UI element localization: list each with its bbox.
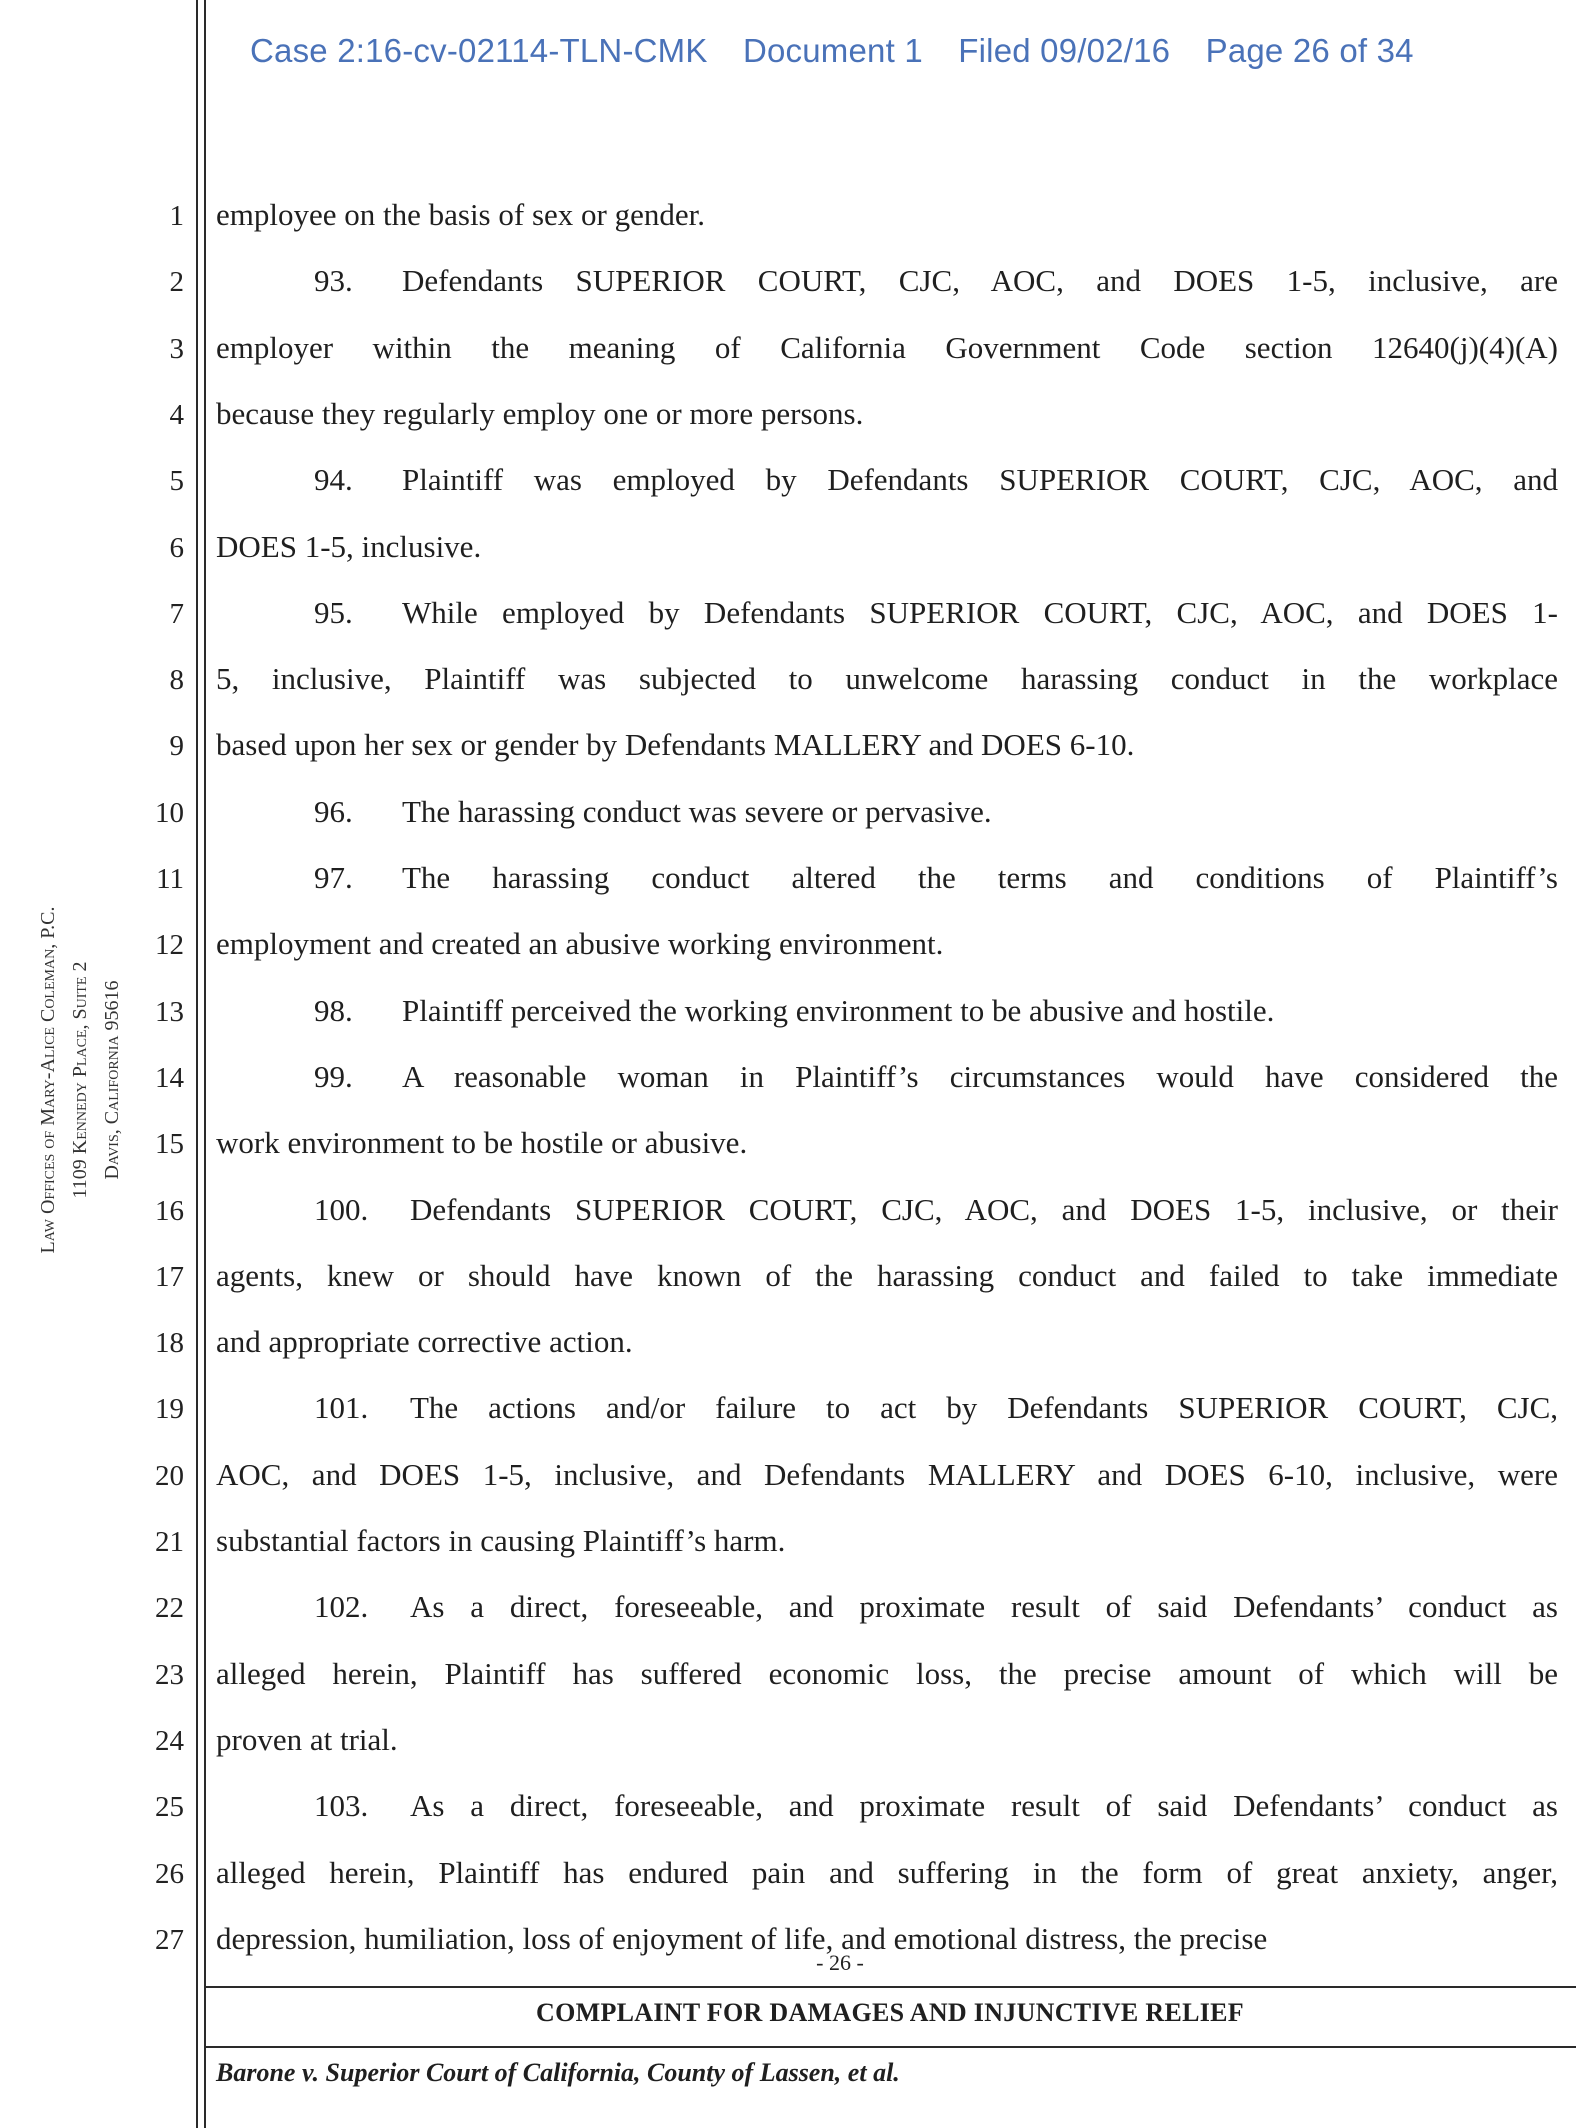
- text-line: [216, 1058, 1558, 1096]
- text-line: [216, 1124, 1558, 1162]
- line-number: 27: [155, 1924, 184, 1956]
- line-number: 10: [155, 797, 184, 829]
- text-line: [216, 859, 1558, 897]
- paragraph-number: 101.: [314, 1390, 369, 1425]
- line-text: alleged herein, Plaintiff has suffered economic loss, the precise amount of which will be: [216, 1656, 1558, 1691]
- line-number: 1: [169, 200, 184, 232]
- line-number: 24: [155, 1725, 184, 1757]
- page-indicator: Page 26 of 34: [1205, 32, 1414, 69]
- line-number: 8: [169, 664, 184, 696]
- line-text: employment and created an abusive working environment.: [216, 926, 944, 961]
- text-line: [216, 1655, 1558, 1693]
- line-number: 2: [169, 266, 184, 298]
- text-line: [216, 1787, 1558, 1825]
- line-number: 13: [155, 996, 184, 1028]
- text-line: [216, 1522, 1558, 1560]
- paragraph-number: 95.: [314, 595, 353, 630]
- text-line: [216, 992, 1558, 1030]
- line-number: 7: [169, 598, 184, 630]
- line-text: DOES 1-5, inclusive.: [216, 529, 482, 564]
- line-text: Defendants SUPERIOR COURT, CJC, AOC, and DOES 1-5, inclusive, are: [402, 263, 1558, 298]
- paragraph-number: 99.: [314, 1059, 353, 1094]
- text-line: [216, 1588, 1558, 1626]
- line-text: because they regularly employ one or more persons.: [216, 396, 864, 431]
- line-number: 19: [155, 1393, 184, 1425]
- text-line: [216, 793, 1558, 831]
- text-line: [216, 461, 1558, 499]
- line-number: 16: [155, 1195, 184, 1227]
- line-number: 23: [155, 1659, 184, 1691]
- document-number: Document 1: [742, 32, 923, 69]
- line-text: AOC, and DOES 1-5, inclusive, and Defendants MALLERY and DOES 6-10, inclusive, were: [216, 1457, 1558, 1492]
- text-line: [216, 329, 1558, 367]
- text-line: [216, 528, 1558, 566]
- paragraph-number: 97.: [314, 860, 353, 895]
- line-text: proven at trial.: [216, 1722, 398, 1757]
- line-number: 5: [169, 465, 184, 497]
- line-text: The actions and/or failure to act by Defendants SUPERIOR COURT, CJC,: [410, 1390, 1558, 1425]
- case-caption: Barone v. Superior Court of California, County of Lassen, et al.: [216, 2058, 900, 2087]
- line-number: 14: [155, 1062, 184, 1094]
- line-text: As a direct, foreseeable, and proximate result of said Defendants’ conduct as: [410, 1788, 1558, 1823]
- line-number: 11: [156, 863, 184, 895]
- text-line: [216, 1854, 1558, 1892]
- footer-rule-top: [204, 1986, 1576, 1988]
- line-text: 5, inclusive, Plaintiff was subjected to unwelcome harassing conduct in the workplace: [216, 661, 1558, 696]
- line-text: work environment to be hostile or abusive.: [216, 1125, 748, 1160]
- firm-name: Law Offices of Mary-Alice Coleman, P.C.: [37, 906, 59, 1254]
- line-text: While employed by Defendants SUPERIOR COURT, CJC, AOC, and DOES 1-: [402, 595, 1558, 630]
- firm-address: 1109 Kennedy Place, Suite 2: [69, 961, 91, 1199]
- line-text: substantial factors in causing Plaintiff’s harm.: [216, 1523, 786, 1558]
- line-number: 20: [155, 1460, 184, 1492]
- footer-rule-middle: [204, 2046, 1576, 2048]
- line-text: agents, knew or should have known of the harassing conduct and failed to take immediate: [216, 1258, 1558, 1293]
- filed-date: Filed 09/02/16: [958, 32, 1171, 69]
- text-line: [216, 1721, 1558, 1759]
- text-line: [216, 925, 1558, 963]
- text-line: [216, 1323, 1558, 1361]
- text-line: [216, 1191, 1558, 1229]
- line-number: 6: [169, 532, 184, 564]
- filing-header: [250, 32, 1450, 70]
- line-text: The harassing conduct altered the terms and conditions of Plaintiff’s: [402, 860, 1558, 895]
- line-text: Plaintiff perceived the working environment to be abusive and hostile.: [402, 993, 1275, 1028]
- line-text: depression, humiliation, loss of enjoyment of life, and emotional distress, the precise: [216, 1921, 1268, 1956]
- line-text: and appropriate corrective action.: [216, 1324, 633, 1359]
- paragraph-number: 102.: [314, 1589, 369, 1624]
- page-number: - 26 -: [816, 1950, 864, 1975]
- text-line: [216, 1456, 1558, 1494]
- line-number: 4: [169, 399, 184, 431]
- footer-title: COMPLAINT FOR DAMAGES AND INJUNCTIVE RELIEF: [536, 1998, 1244, 2027]
- paragraph-number: 96.: [314, 794, 353, 829]
- line-text: The harassing conduct was severe or pervasive.: [402, 794, 992, 829]
- line-text: Defendants SUPERIOR COURT, CJC, AOC, and DOES 1-5, inclusive, or their: [410, 1192, 1558, 1227]
- firm-info: [20, 820, 140, 1340]
- line-number: 22: [155, 1592, 184, 1624]
- text-line: [216, 1389, 1558, 1427]
- text-line: [216, 660, 1558, 698]
- line-text: based upon her sex or gender by Defendants MALLERY and DOES 6-10.: [216, 727, 1135, 762]
- line-number: 15: [155, 1128, 184, 1160]
- line-text: Plaintiff was employed by Defendants SUPERIOR COURT, CJC, AOC, and: [402, 462, 1558, 497]
- line-text: As a direct, foreseeable, and proximate result of said Defendants’ conduct as: [410, 1589, 1558, 1624]
- text-line: [216, 594, 1558, 632]
- line-number: 9: [169, 730, 184, 762]
- line-text: employee on the basis of sex or gender.: [216, 197, 705, 232]
- text-line: [216, 1257, 1558, 1295]
- line-number: 18: [155, 1327, 184, 1359]
- paragraph-number: 94.: [314, 462, 353, 497]
- line-number: 26: [155, 1858, 184, 1890]
- paragraph-number: 103.: [314, 1788, 369, 1823]
- text-line: [216, 395, 1558, 433]
- line-text: A reasonable woman in Plaintiff’s circumstances would have considered the: [402, 1059, 1558, 1094]
- paragraph-number: 93.: [314, 263, 353, 298]
- paragraph-number: 100.: [314, 1192, 369, 1227]
- case-number: Case 2:16-cv-02114-TLN-CMK: [250, 32, 708, 69]
- margin-rule-left-outer: [196, 0, 198, 2128]
- margin-rule-left-inner: [204, 0, 206, 2128]
- firm-city: Davis, California 95616: [101, 980, 123, 1180]
- line-number: 21: [155, 1526, 184, 1558]
- line-number: 25: [155, 1791, 184, 1823]
- text-line: [216, 262, 1558, 300]
- line-number: 12: [155, 929, 184, 961]
- line-number: 3: [169, 333, 184, 365]
- line-text: alleged herein, Plaintiff has endured pain and suffering in the form of great anxiety, anger,: [216, 1855, 1558, 1890]
- paragraph-number: 98.: [314, 993, 353, 1028]
- line-number: 17: [155, 1261, 184, 1293]
- line-text: employer within the meaning of California Government Code section 12640(j)(4)(A): [216, 330, 1558, 365]
- text-line: [216, 726, 1558, 764]
- text-line: [216, 196, 1558, 234]
